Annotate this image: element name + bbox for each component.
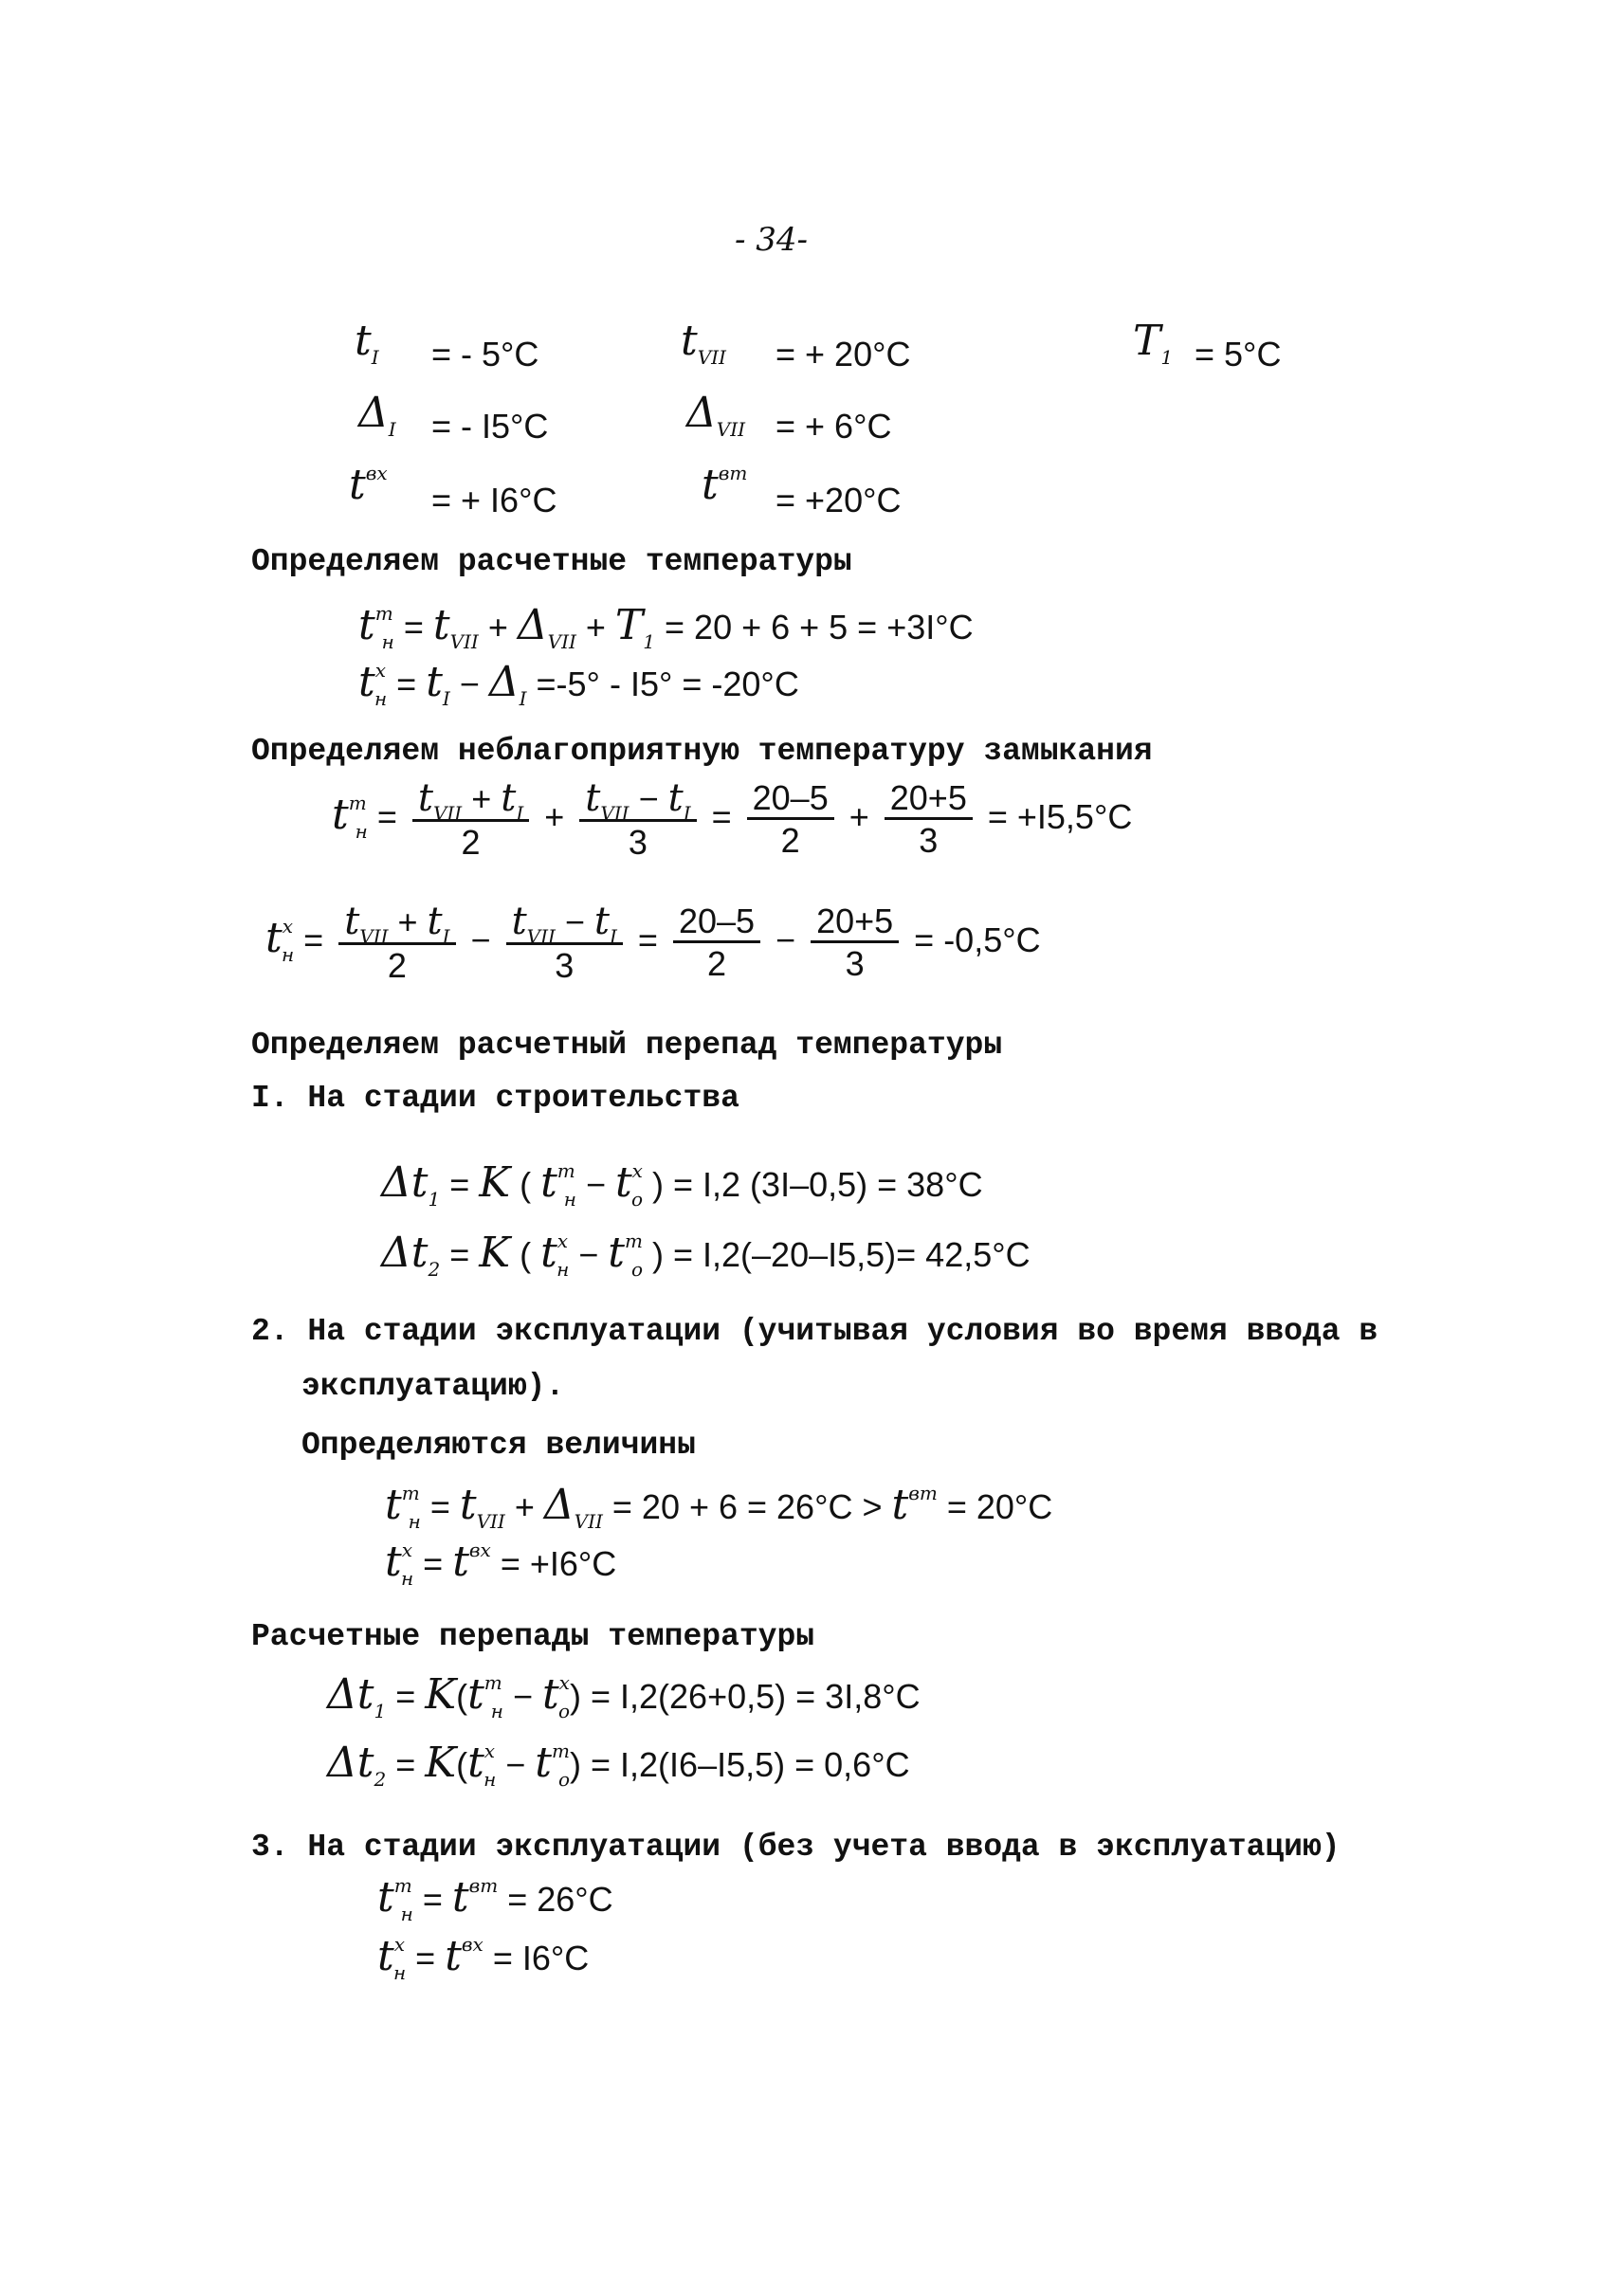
heading-closure-temperature: Определяем неблагоприятную температуру замыкания	[251, 734, 1153, 769]
given-delta-i-value: = - I5°C	[431, 407, 549, 446]
given-t-bt: $t^{вт}$	[702, 461, 748, 509]
equation-tn-warm-final-result: = 26°C	[507, 1880, 613, 1919]
equation-closure-cold-result: = -0,5°C	[914, 920, 1041, 960]
given-delta-vii: $\Delta_{VII}$	[686, 389, 746, 441]
given-t-i-value: = - 5°C	[431, 335, 539, 373]
heading-operation-stage-line2: эксплуатацию).	[301, 1369, 565, 1404]
equation-tn-cold-final: $t^х_н = t^{вх} = I6^\circ C$	[377, 1932, 590, 1984]
heading-design-differences: Расчетные перепады температуры	[251, 1619, 815, 1654]
given-t-vii: $t_{VII}$	[681, 317, 726, 369]
given-t-i: $t_I$	[355, 317, 379, 369]
given-t-bt-value: = +20°C	[776, 481, 902, 519]
equation-tn-warm: $t^т_н = t_{VII} + \Delta_{VII} + T_1 = 20 + 6 + 5 = +3I^\circ C$	[358, 601, 974, 653]
heading-operation-stage-line1: 2. На стадии эксплуатации (учитывая условия во время ввода в	[251, 1314, 1378, 1349]
equation-delta-t1-operation: $\Delta t_1 = K(t^т_н - t^х_о) = I,2(26+0,5) = 3I,8^\circ C$	[327, 1670, 921, 1722]
equation-tn-cold-final-result: = I6°C	[492, 1939, 590, 1977]
given-T1-value: = 5°C	[1195, 335, 1282, 373]
equation-delta-t1-operation-result: = I,2(26+0,5) = 3I,8°C	[591, 1677, 921, 1716]
equation-closure-warm-result: = +I5,5°C	[987, 797, 1133, 837]
equation-closure-cold: $t^х_н$ = $\frac{t_{VII} + t_I}{2}$ − $\frac{t_{VII} - t_I}{3}$ = $\frac{20-5}{2}$ − $\frac{20+5}{3}$ = -0,5°C	[265, 900, 1041, 985]
equation-tn-warm-operation-result: = 20 + 6 = 26°C	[611, 1487, 853, 1526]
equation-delta-t2-operation: $\Delta t_2 = K(t^х_н - t^т_о) = I,2(I6-I5,5) = 0,6^\circ C$	[327, 1739, 910, 1791]
equation-tn-cold-result: =-5° - I5° = -20°C	[536, 665, 799, 703]
equation-tn-warm-result: = 20 + 6 + 5 = +3I°C	[665, 608, 974, 647]
heading-construction-stage: I. На стадии строительства	[251, 1081, 739, 1116]
given-delta-vii-value: = + 6°C	[776, 407, 892, 446]
given-delta-i: $\Delta_I$	[358, 389, 396, 441]
equation-tn-warm-final: $t^т_н = t^{вт} = 26^\circ C$	[377, 1873, 613, 1925]
page-number: - 34-	[735, 221, 809, 259]
heading-values: Определяются величины	[301, 1428, 696, 1463]
given-t-bx: $t^{вх}$	[349, 461, 388, 509]
equation-tn-cold-operation: $t^х_н = t^{вх} = +I6^\circ C$	[385, 1538, 617, 1590]
heading-design-temperatures: Определяем расчетные температуры	[251, 544, 852, 579]
equation-tn-warm-operation-compare: = 20°C	[946, 1487, 1053, 1526]
equation-delta-t2-operation-result: = I,2(I6–I5,5) = 0,6°C	[591, 1745, 910, 1784]
equation-delta-t2-construction: $\Delta t_2 = K$ ( $t^х_н - t^т_о$ ) = I,2(–20–I5,5)= 42,5°C	[381, 1229, 1031, 1281]
equation-closure-warm: $t^т_н$ = $\frac{t_{VII} + t_I}{2}$ + $\frac{t_{VII} - t_I}{3}$ = $\frac{20-5}{2}$ + $\frac{20+5}{3}$ = +I5,5°C	[332, 776, 1133, 862]
given-t-bx-value: = + I6°C	[431, 481, 557, 519]
given-t-vii-value: = + 20°C	[776, 335, 911, 373]
given-T1: $T_1$	[1133, 317, 1174, 369]
equation-tn-cold: $t^х_н = t_I - \Delta_I =-5^\circ - I5^\circ = -20^\circ C$	[358, 658, 799, 710]
equation-delta-t1-construction: $\Delta t_1 = K$ ( $t^т_н - t^х_о$ ) = I,2 (3I–0,5) = 38°C	[381, 1158, 983, 1211]
heading-operation-stage-no-commissioning: 3. На стадии эксплуатации (без учета ввода в эксплуатацию)	[251, 1830, 1341, 1865]
equation-tn-warm-operation: $t^т_н = t_{VII} + \Delta_{VII} = 20 + 6 = 26^\circ C > t^{вт} = 20^\circ C$	[385, 1481, 1053, 1533]
equation-delta-t1-construction-result: = I,2 (3I–0,5) = 38°C	[673, 1165, 983, 1204]
equation-delta-t2-construction-result: = I,2(–20–I5,5)= 42,5°C	[673, 1235, 1031, 1274]
equation-tn-cold-operation-result: = +I6°C	[500, 1544, 617, 1583]
heading-design-difference: Определяем расчетный перепад температуры	[251, 1028, 1003, 1063]
